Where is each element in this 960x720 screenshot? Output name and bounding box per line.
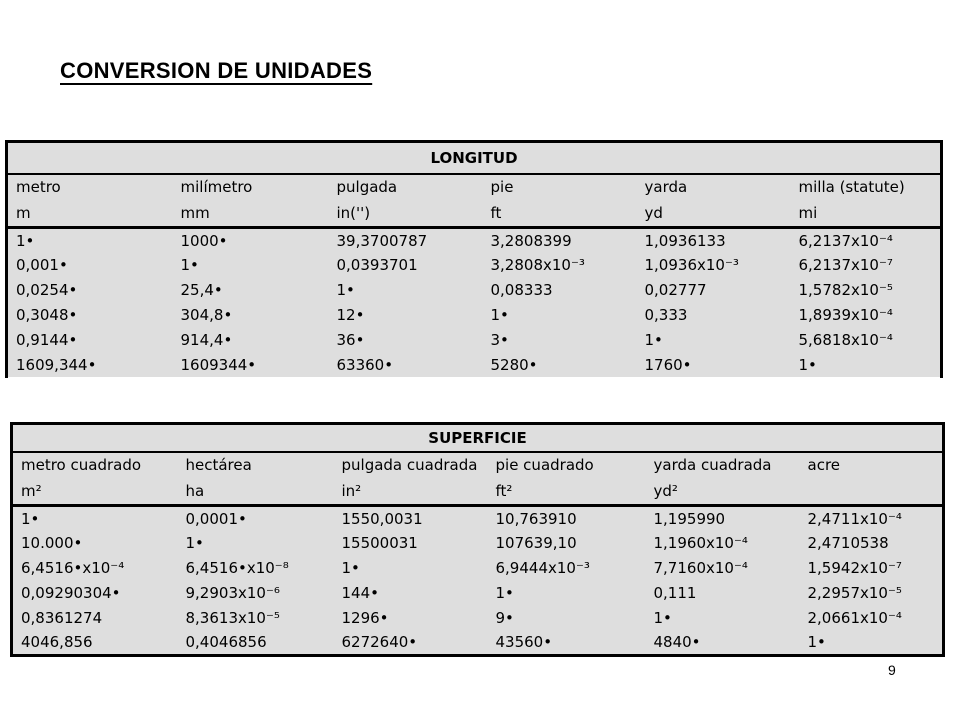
superficie-header-cell: pulgada cuadrada — [341, 456, 478, 474]
superficie-data-cell: 107639,10 — [495, 534, 577, 552]
longitud-data-cell: 1• — [791, 353, 942, 378]
longitud-data-cell: 6,2137x10⁻⁷ — [791, 253, 942, 278]
longitud-data-cell: 6,2137x10⁻⁴ — [791, 228, 942, 253]
longitud-data-cell: 914,4• — [180, 331, 233, 349]
longitud-data-cell: 1• — [644, 331, 663, 349]
longitud-data-cell: 304,8• — [180, 306, 233, 324]
page-title: CONVERSION DE UNIDADES — [60, 58, 373, 83]
superficie-header-cell: hectárea — [185, 456, 252, 474]
superficie-unit-cell: ft² — [488, 478, 646, 506]
longitud-unit-cell: m — [7, 200, 173, 228]
superficie-data-cell: 6272640• — [334, 631, 488, 656]
superficie-data-cell: 1• — [495, 584, 514, 602]
longitud-data-row — [7, 303, 942, 328]
longitud-data-cell: 1• — [490, 306, 509, 324]
superficie-data-cell: 0,09290304• — [12, 581, 178, 606]
superficie-data-cell: 10.000• — [12, 531, 178, 556]
superficie-table — [10, 422, 945, 657]
superficie-header-row — [12, 452, 944, 478]
longitud-data-cell: 3,2808x10⁻³ — [490, 256, 585, 274]
superficie-data-cell: 43560• — [488, 631, 646, 656]
longitud-table — [5, 140, 943, 378]
superficie-data-row — [12, 556, 944, 581]
longitud-data-cell: 0,333 — [644, 306, 688, 324]
superficie-table-panel — [10, 422, 942, 655]
superficie-unit-cell: yd² — [646, 478, 800, 506]
longitud-data-cell: 0,08333 — [490, 281, 553, 299]
longitud-data-cell: 0,001• — [7, 253, 173, 278]
longitud-data-cell: 1• — [336, 281, 355, 299]
superficie-data-cell: 8,3613x10⁻⁵ — [185, 609, 280, 627]
superficie-data-cell: 1• — [800, 631, 944, 656]
superficie-unit-cell: m² — [12, 478, 178, 506]
longitud-data-row — [7, 253, 942, 278]
longitud-data-cell: 0,0393701 — [336, 256, 418, 274]
superficie-data-row — [12, 581, 944, 606]
longitud-unit-cell: mm — [173, 200, 329, 228]
longitud-data-cell: 0,0254• — [7, 278, 173, 303]
superficie-data-cell: 1,1960x10⁻⁴ — [653, 534, 748, 552]
longitud-data-cell: 25,4• — [180, 281, 223, 299]
longitud-header-cell: milla (statute) — [791, 174, 942, 200]
longitud-data-cell: 1609,344• — [7, 353, 173, 378]
superficie-data-cell: 0,0001• — [185, 509, 247, 528]
superficie-data-cell: 1,5942x10⁻⁷ — [800, 556, 944, 581]
superficie-header-cell: yarda cuadrada — [653, 456, 772, 474]
longitud-table-panel — [5, 140, 940, 377]
longitud-data-cell: 1• — [7, 228, 173, 253]
superficie-data-cell: 6,9444x10⁻³ — [495, 559, 590, 577]
longitud-header-cell: pie — [490, 178, 514, 196]
superficie-data-cell: 144• — [341, 584, 379, 602]
longitud-data-cell: 3• — [490, 331, 509, 349]
superficie-data-cell: 0,111 — [653, 584, 697, 602]
superficie-data-cell: 2,2957x10⁻⁵ — [800, 581, 944, 606]
superficie-unit-cell: ha — [178, 478, 334, 506]
longitud-data-cell: 39,3700787 — [336, 231, 428, 250]
superficie-data-cell: 7,7160x10⁻⁴ — [653, 559, 748, 577]
superficie-data-row — [12, 531, 944, 556]
longitud-header-cell: pulgada — [336, 178, 398, 196]
superficie-data-cell: 2,4710538 — [800, 531, 944, 556]
superficie-data-cell: 9• — [495, 609, 514, 627]
longitud-data-row — [7, 228, 942, 253]
superficie-data-cell: 4046,856 — [12, 631, 178, 656]
longitud-unit-cell: yd — [637, 200, 791, 228]
longitud-header-row — [7, 174, 942, 200]
longitud-data-cell: 1609344• — [180, 356, 257, 374]
superficie-data-cell: 4840• — [646, 631, 800, 656]
longitud-data-row — [7, 278, 942, 303]
superficie-header-cell: acre — [800, 452, 944, 478]
superficie-data-cell: 1• — [341, 559, 360, 577]
longitud-unit-row — [7, 200, 942, 228]
superficie-data-row — [12, 506, 944, 531]
superficie-data-cell: 10,763910 — [495, 509, 577, 528]
longitud-data-cell: 5280• — [490, 356, 538, 374]
superficie-title: SUPERFICIE — [12, 424, 944, 452]
superficie-data-cell: 6,4516•x10⁻⁸ — [185, 559, 289, 577]
longitud-data-cell: 0,02777 — [644, 281, 707, 299]
longitud-unit-cell: ft — [483, 200, 637, 228]
longitud-data-cell: 36• — [336, 331, 365, 349]
longitud-data-cell: 5,6818x10⁻⁴ — [791, 328, 942, 353]
longitud-unit-cell: mi — [791, 200, 942, 228]
longitud-header-cell: milímetro — [180, 178, 253, 196]
longitud-data-cell: 1,0936133 — [644, 231, 726, 250]
longitud-header-cell: metro — [7, 174, 173, 200]
longitud-data-cell: 0,9144• — [7, 328, 173, 353]
superficie-unit-cell: in² — [334, 478, 488, 506]
longitud-data-cell: 1000• — [180, 231, 228, 250]
superficie-data-cell: 1,195990 — [653, 509, 726, 528]
longitud-data-cell: 1,0936x10⁻³ — [644, 256, 739, 274]
longitud-data-cell: 1,8939x10⁻⁴ — [791, 303, 942, 328]
superficie-unit-row — [12, 478, 944, 506]
superficie-data-cell: 2,4711x10⁻⁴ — [800, 506, 944, 531]
longitud-data-row — [7, 353, 942, 378]
page-number: 9 — [888, 662, 896, 678]
longitud-data-cell: 63360• — [336, 356, 394, 374]
superficie-data-cell: 0,4046856 — [178, 631, 334, 656]
superficie-data-cell: 0,8361274 — [12, 606, 178, 631]
longitud-title: LONGITUD — [7, 142, 942, 174]
superficie-header-cell: metro cuadrado — [12, 452, 178, 478]
longitud-data-row — [7, 328, 942, 353]
superficie-data-cell: 1550,0031 — [341, 509, 423, 528]
longitud-data-cell: 1,5782x10⁻⁵ — [791, 278, 942, 303]
superficie-data-cell: 15500031 — [341, 534, 418, 552]
superficie-data-cell: 6,4516•x10⁻⁴ — [12, 556, 178, 581]
superficie-data-cell: 1• — [653, 609, 672, 627]
longitud-unit-cell: in('') — [329, 200, 483, 228]
superficie-data-cell: 1• — [185, 534, 204, 552]
longitud-data-cell: 12• — [336, 306, 365, 324]
longitud-data-cell: 1• — [180, 256, 199, 274]
superficie-data-cell: 2,0661x10⁻⁴ — [800, 606, 944, 631]
superficie-unit-cell — [800, 478, 944, 506]
superficie-data-cell: 1296• — [341, 609, 389, 627]
superficie-data-row — [12, 631, 944, 656]
longitud-data-cell: 1760• — [644, 356, 692, 374]
superficie-data-cell: 1• — [12, 506, 178, 531]
longitud-data-cell: 3,2808399 — [490, 231, 572, 250]
superficie-data-row — [12, 606, 944, 631]
superficie-header-cell: pie cuadrado — [495, 456, 594, 474]
longitud-data-cell: 0,3048• — [7, 303, 173, 328]
superficie-data-cell: 9,2903x10⁻⁶ — [185, 584, 280, 602]
longitud-header-cell: yarda — [644, 178, 688, 196]
